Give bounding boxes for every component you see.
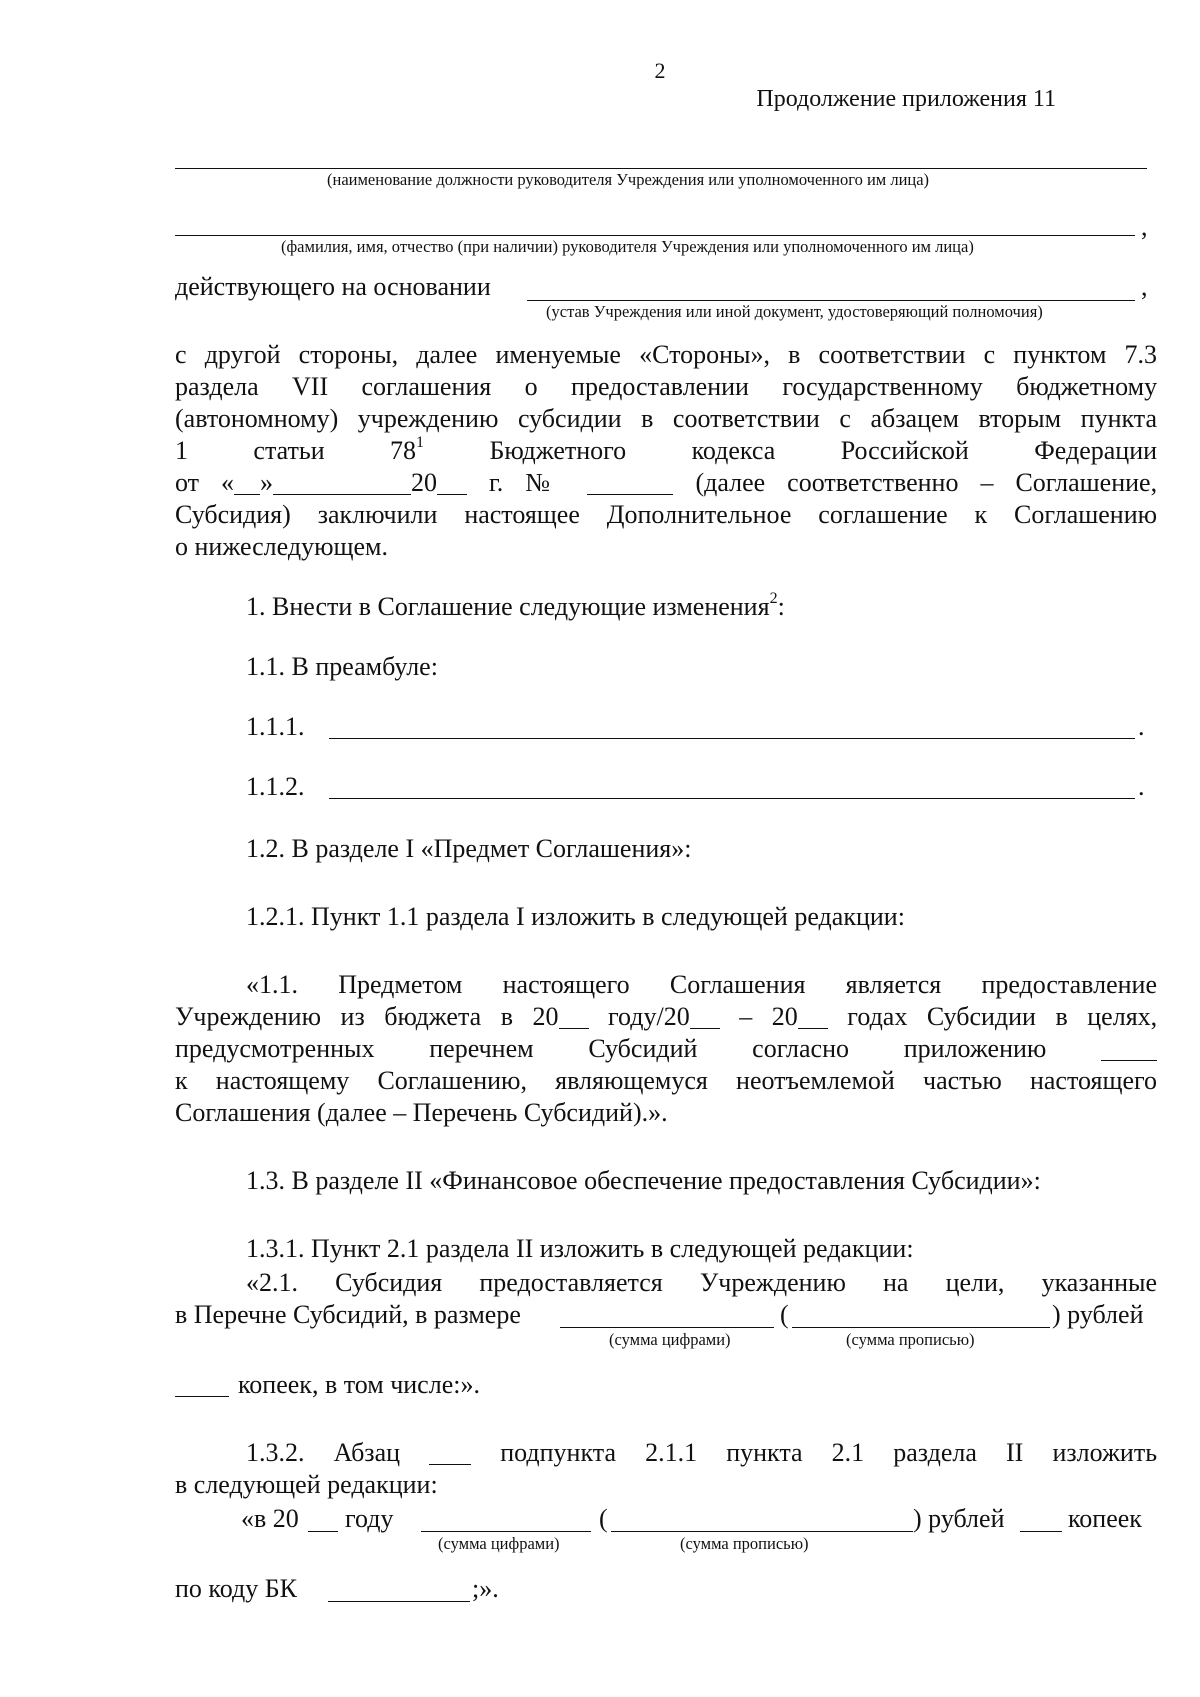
year-clause-digits-blank [421, 1531, 591, 1532]
name-blank-line [175, 235, 1135, 236]
year-clause-god: году [345, 1504, 394, 1533]
clause-1-1-line-4: к настоящему Соглашению, являющемуся неотъемлемой частью настоящего [175, 1066, 1158, 1095]
year-clause-open-paren: ( [599, 1504, 608, 1533]
kopeks-blank [175, 1396, 229, 1397]
clause-2-1-digits-blank [560, 1327, 774, 1328]
basis-caption: (устав Учреждения или иной документ, удостоверяющий полномочия) [546, 302, 1043, 321]
paragraph-number-blank [429, 1438, 471, 1465]
item-1-1-1-dot: . [1138, 712, 1145, 741]
clause-1-1-line-2: Учреждению из бюджета в 20 году/20 – 20 годах Субсидии в целях, [175, 1002, 1158, 1031]
year-clause-prefix: «в 20 [241, 1504, 299, 1533]
item-1-1-2: 1.1.2. [246, 772, 305, 801]
item-1-3-2-line-1: 1.3.2. Абзац подпункта 2.1.1 пункта 2.1 раздела II изложить [246, 1438, 1158, 1467]
clause-1-1-line-5: Соглашения (далее – Перечень Субсидий).». [175, 1098, 668, 1127]
appendix-number-blank [1101, 1034, 1157, 1061]
position-caption: (наименование должности руководителя Учреждения или уполномоченного им лица) [327, 170, 930, 189]
item-1-1-2-dot: . [1138, 772, 1145, 801]
item-1-2-1: 1.2.1. Пункт 1.1 раздела I изложить в следующей редакции: [246, 902, 905, 931]
kbk-blank [328, 1601, 470, 1602]
year-blank [308, 1531, 338, 1532]
item-1-2: 1.2. В разделе I «Предмет Соглашения»: [246, 834, 692, 863]
item-1-1-1: 1.1.1. [246, 712, 305, 741]
page-number: 2 [654, 58, 666, 83]
year-clause-kopeks: копеек [1068, 1504, 1142, 1533]
preamble-line-7: о нижеследующем. [175, 532, 389, 561]
year-clause-words-caption: (сумма прописью) [680, 1534, 809, 1553]
continuation-label: Продолжение приложения 11 [756, 86, 1056, 112]
preamble-line-4: 1 статьи $78^1$ Бюджетного кодекса Российской Федерации [175, 434, 1158, 465]
clause-2-1-words-caption: (сумма прописью) [846, 1330, 975, 1349]
clause-2-1-digits-caption: (сумма цифрами) [609, 1330, 731, 1349]
basis-comma: , [1141, 272, 1148, 301]
basis-blank-line [527, 300, 1135, 301]
item-1-1-1-blank-line [329, 738, 1135, 739]
item-1-1-2-blank-line [329, 798, 1135, 799]
item-1-3-2-line-2: в следующей редакции: [175, 1470, 438, 1499]
kbk-end: ;». [472, 1574, 499, 1603]
item-1-3: 1.3. В разделе II «Финансовое обеспечение предоставления Субсидии»: [246, 1166, 1041, 1195]
clause-2-1-rubles: ) рублей [1052, 1300, 1144, 1329]
preamble-line-3: (автономному) учреждению субсидии в соответствии с абзацем вторым пункта [175, 404, 1157, 433]
year-clause-rubles: ) рублей [913, 1504, 1005, 1533]
clause-2-1-line-1: «2.1. Субсидия предоставляется Учреждению на цели, указанные [246, 1268, 1157, 1297]
clause-2-1-open-paren: ( [780, 1300, 789, 1329]
kbk-label: по коду БК [175, 1574, 297, 1603]
preamble-line-6: Субсидия) заключили настоящее Дополнительное соглашение к Соглашению [175, 500, 1158, 529]
clause-1-1-line-3: предусмотренных перечнем Субсидий согласно приложению [175, 1034, 1157, 1068]
agreement-number-blank [587, 468, 673, 495]
name-caption: (фамилия, имя, отчество (при наличии) руководителя Учреждения или уполномоченного им лица) [281, 237, 974, 256]
item-1: 1. Внести в Соглашение следующие изменения$^2$: [246, 590, 785, 621]
position-blank-line [175, 168, 1147, 169]
year-clause-words-blank [611, 1531, 913, 1532]
name-comma: , [1141, 212, 1148, 241]
preamble-line-5: от « » 20 г. № (далее соответственно – Соглашение, [175, 468, 1158, 497]
year-clause-kopeks-blank [1020, 1531, 1062, 1532]
item-1-3-1: 1.3.1. Пункт 2.1 раздела II изложить в следующей редакции: [246, 1234, 914, 1263]
preamble-line-2: раздела VII соглашения о предоставлении государственному бюджетному [175, 372, 1158, 401]
clause-2-1-line-3: копеек, в том числе:». [238, 1370, 480, 1399]
basis-label: действующего на основании [175, 272, 491, 301]
clause-2-1-line-2-label: в Перечне Субсидий, в размере [175, 1300, 521, 1329]
clause-1-1-line-1: «1.1. Предметом настоящего Соглашения является предоставление [246, 970, 1158, 999]
item-1-1: 1.1. В преамбуле: [246, 652, 438, 681]
preamble-line-1: с другой стороны, далее именуемые «Стороны», в соответствии с пунктом 7.3 [175, 340, 1158, 369]
year-clause-digits-caption: (сумма цифрами) [438, 1534, 560, 1553]
clause-2-1-words-blank [792, 1327, 1050, 1328]
